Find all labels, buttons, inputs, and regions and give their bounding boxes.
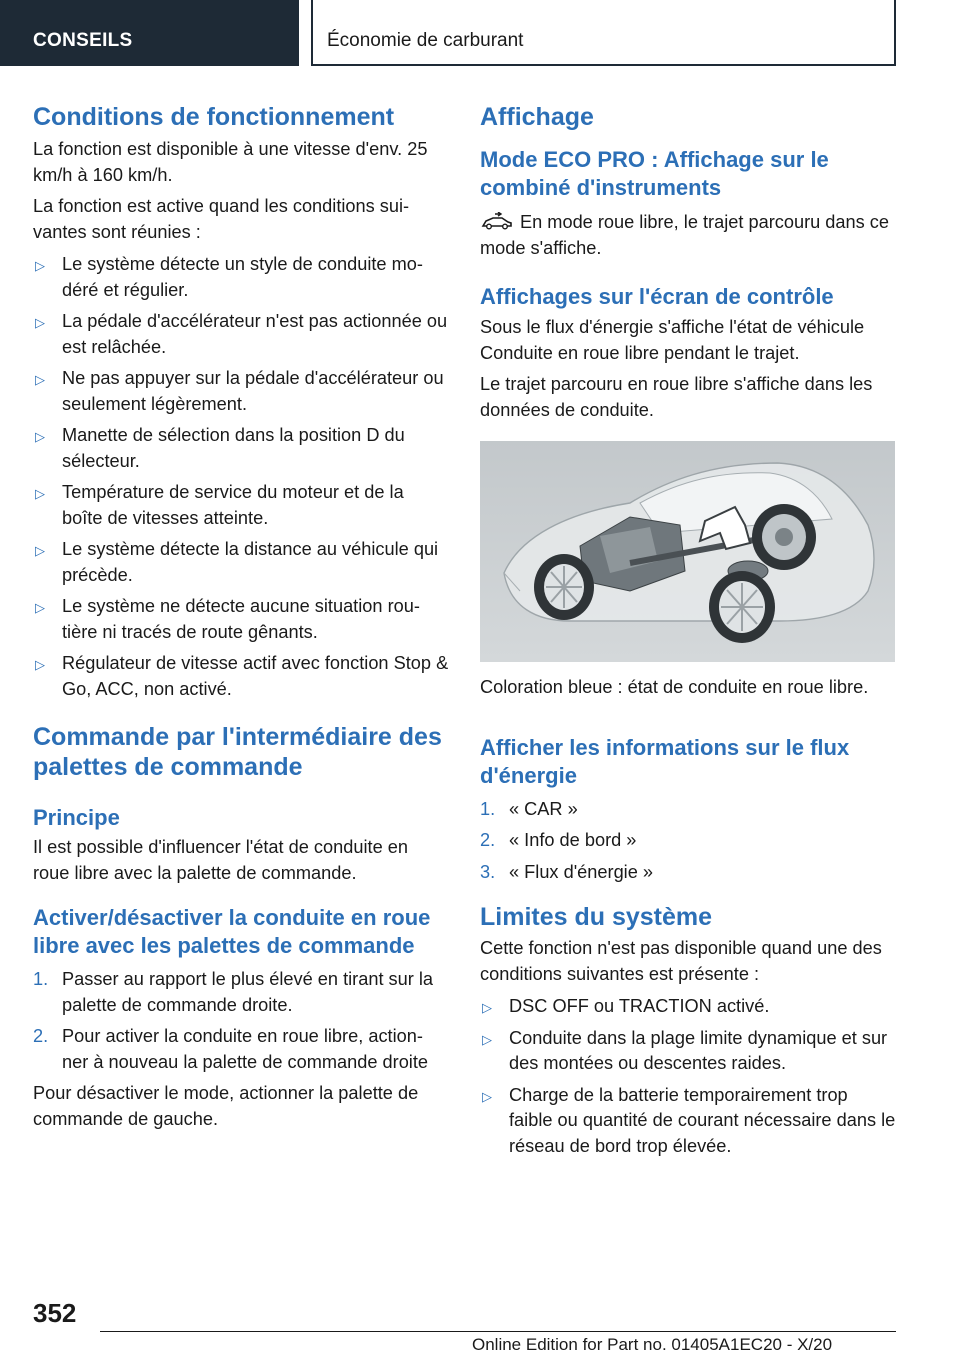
list-item: ▷ Manette de sélection dans la position D du sélecteur. <box>35 425 405 471</box>
image-caption: Coloration bleue : état de conduite en roue libre. <box>480 677 869 697</box>
triangle-right-icon: ▷ <box>35 657 45 672</box>
triangle-right-icon: ▷ <box>35 600 45 615</box>
page-number: 352 <box>33 1298 77 1328</box>
triangle-right-icon: ▷ <box>35 543 45 558</box>
triangle-right-icon: ▷ <box>482 1088 492 1104</box>
right-column <box>480 100 896 1165</box>
list-item: ▷ DSC OFF ou TRACTION activé. <box>480 994 896 1020</box>
triangle-right-icon: ▷ <box>482 1000 492 1015</box>
conditions-paragraph-1: La fonction est disponible à une vitesse d'env. 25 km/h à 160 km/h. <box>33 139 428 185</box>
principe-heading: Principe <box>33 805 120 830</box>
edition-text: Online Edition for Part no. 01405A1EC20 - X/20 <box>472 1335 833 1354</box>
list-item: ▷ Charge de la batterie temporairement trop faible ou quantité de courant nécessaire dans le réseau de bord trop élevée. <box>482 1084 896 1156</box>
commande-heading: Commande par l'intermédiaire des palettes de commande <box>33 723 442 781</box>
flux-heading: Afficher les informations sur le flux d'énergie <box>480 734 850 788</box>
triangle-right-icon: ▷ <box>35 486 45 501</box>
section-tab <box>0 0 299 66</box>
activer-steps <box>33 967 449 1075</box>
footer-divider <box>100 1331 896 1332</box>
desactiver-paragraph: Pour désactiver le mode, actionner la palette de commande de gauche. <box>33 1083 419 1129</box>
left-column <box>33 100 449 1132</box>
coasting-car-icon <box>480 212 514 230</box>
conditions-heading: Conditions de fonctionnement <box>33 103 395 131</box>
list-item: 1. Passer au rapport le plus élevé en tirant sur la palette de commande droite. <box>33 969 434 1015</box>
list-item: ▷ Conduite dans la plage limite dynamique et sur des montées ou descentes raides. <box>482 1027 888 1073</box>
eco-pro-heading: Mode ECO PRO : Affichage sur le combiné d'instruments <box>480 147 829 200</box>
triangle-right-icon: ▷ <box>35 372 45 387</box>
conditions-paragraph-2: La fonction est active quand les conditions sui-vantes sont réunies : <box>33 196 410 242</box>
list-item: ▷ Régulateur de vitesse actif avec fonction Stop & Go, ACC, non activé. <box>35 653 449 699</box>
list-item: ▷ Le système détecte la distance au véhicule qui précède. <box>35 539 439 585</box>
principe-paragraph: Il est possible d'influencer l'état de conduite en roue libre avec la palette de commande. <box>33 837 408 883</box>
section-label: CONSEILS <box>33 30 133 51</box>
triangle-right-icon: ▷ <box>35 429 45 444</box>
list-item: ▷ La pédale d'accélérateur n'est pas actionnée ou est relâchée. <box>35 311 448 357</box>
list-item: 2. Pour activer la conduite en roue libre, action-ner à nouveau la palette de commande droite <box>33 1026 429 1072</box>
activer-heading: Activer/désactiver la conduite en roue libre avec les palettes de commande <box>33 905 431 958</box>
ecran-heading: Affichages sur l'écran de contrôle <box>480 284 834 309</box>
eco-pro-paragraph: En mode roue libre, le trajet parcouru dans ce mode s'affiche. <box>480 212 890 258</box>
list-item: ▷ Le système détecte un style de conduite mo-déré et régulier. <box>35 254 423 300</box>
limites-heading: Limites du système <box>480 903 713 931</box>
list-item: ▷ Ne pas appuyer sur la pédale d'accélérateur ou seulement légèrement. <box>35 368 444 414</box>
page-header <box>0 0 960 66</box>
triangle-right-icon: ▷ <box>35 315 45 330</box>
list-item: ▷ Température de service du moteur et de la boîte de vitesses atteinte. <box>35 482 404 528</box>
flux-steps <box>480 797 896 886</box>
conditions-list <box>33 252 449 702</box>
triangle-right-icon: ▷ <box>482 1031 492 1047</box>
car-drivetrain-illustration <box>480 441 895 662</box>
car-energy-flow-image <box>480 441 895 662</box>
list-item: 2. « Info de bord » <box>480 830 637 850</box>
chapter-title: Économie de carburant <box>327 30 524 51</box>
ecran-paragraph-2: Le trajet parcouru en roue libre s'affiche dans les données de conduite. <box>480 374 873 420</box>
limites-paragraph: Cette fonction n'est pas disponible quand une des conditions suivantes est présente : <box>480 938 882 984</box>
list-item: 3. « Flux d'énergie » <box>480 861 654 882</box>
ecran-paragraph-1: Sous le flux d'énergie s'affiche l'état de véhicule Conduite en roue libre pendant le trajet. <box>480 317 865 363</box>
limites-list <box>480 994 896 1159</box>
list-item: ▷ Le système ne détecte aucune situation rou-tière ni tracés de route gênants. <box>35 596 420 642</box>
list-item: 1. « CAR » <box>480 798 578 819</box>
chapter-box <box>311 0 896 66</box>
affichage-heading: Affichage <box>480 103 594 131</box>
triangle-right-icon: ▷ <box>35 258 45 273</box>
